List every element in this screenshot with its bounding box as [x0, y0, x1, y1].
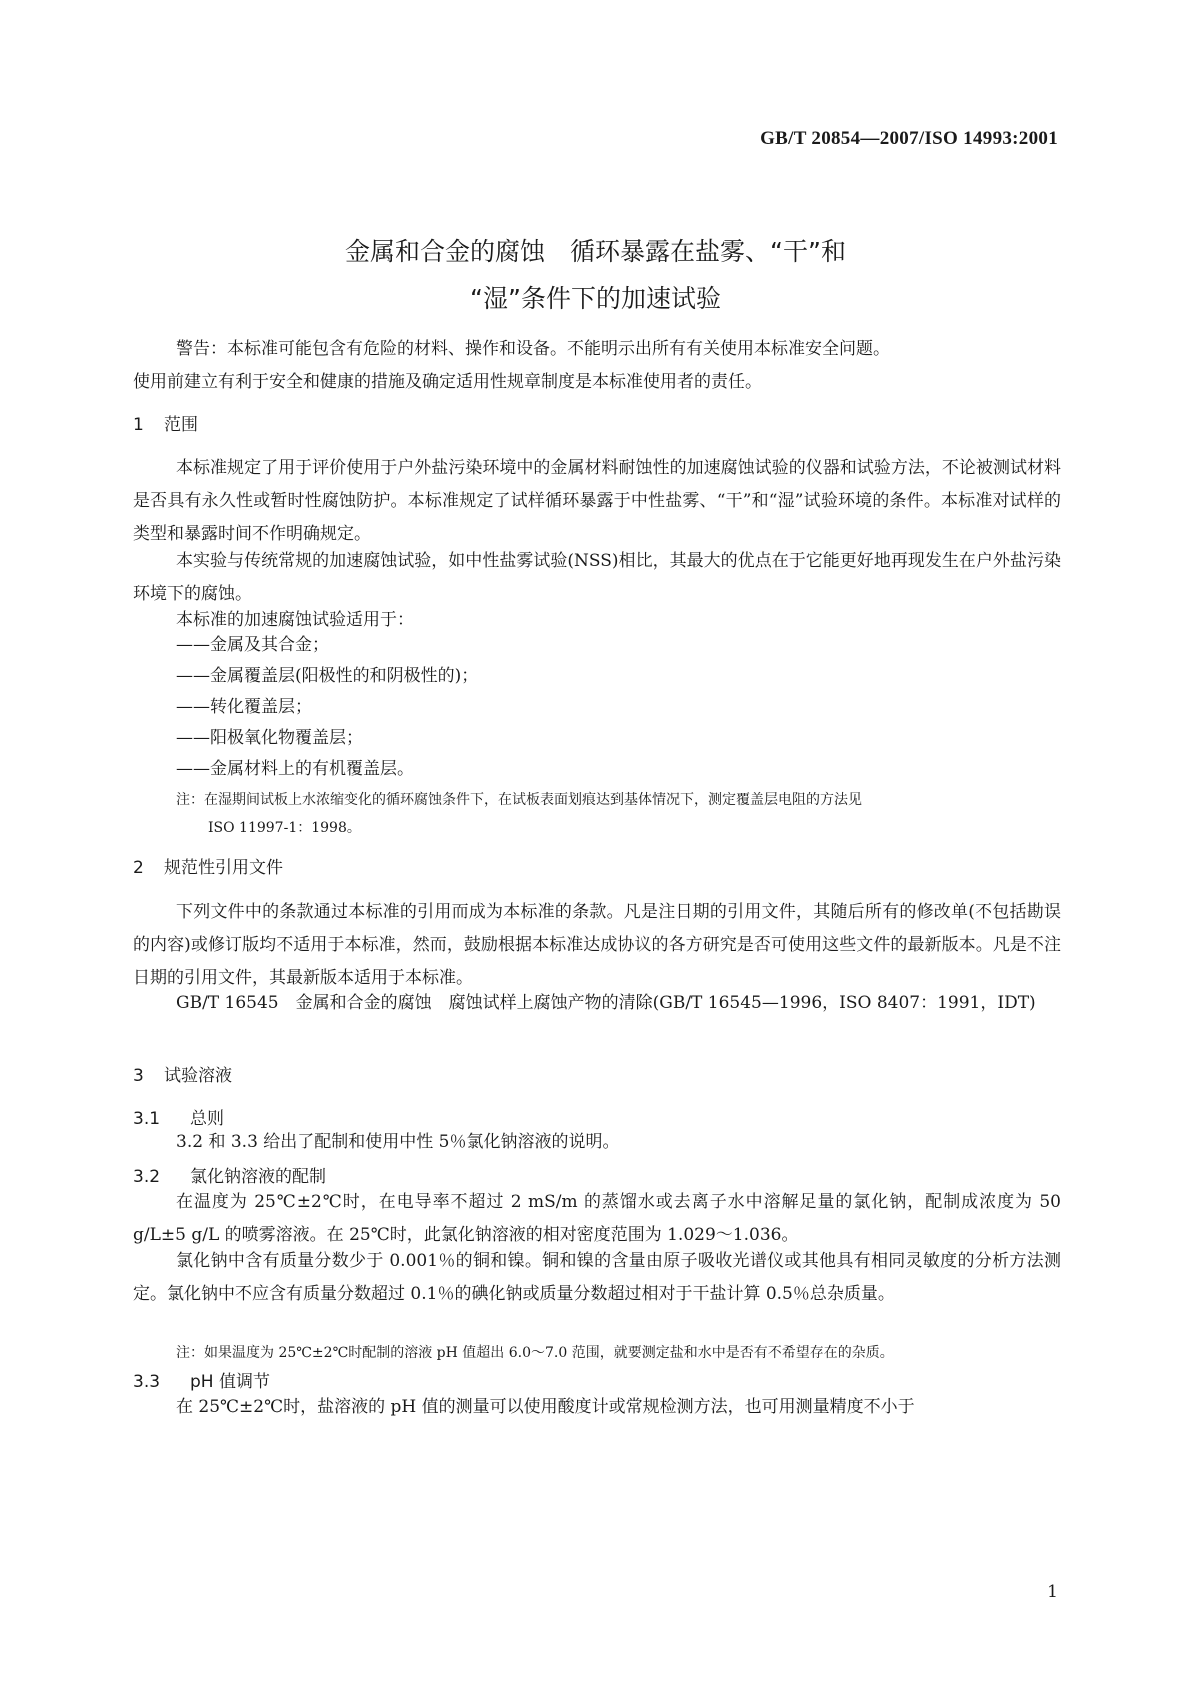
section-number: 2	[133, 858, 144, 878]
section-title: 范围	[164, 415, 198, 435]
section-1-paragraph-3: 本标准的加速腐蚀试验适用于：	[176, 610, 414, 630]
title-line-2: “湿”条件下的加速试验	[470, 284, 721, 313]
section-2-paragraph-2: GB/T 16545 金属和合金的腐蚀 腐蚀试样上腐蚀产物的清除(GB/T 16545—1996，ISO 8407：1991，IDT)	[176, 993, 1036, 1013]
section-title: 规范性引用文件	[164, 858, 283, 878]
section-1-paragraph-1: 本标准规定了用于评价使用于户外盐污染环境中的金属材料耐蚀性的加速腐蚀试验的仪器和试验方法，不论被测试材料是否具有永久性或暂时性腐蚀防护。本标准规定了试样循环暴露于中性盐雾、“干”和“湿”试验环境的条件。本标准对试样的类型和暴露时间不作明确规定。	[133, 458, 1061, 544]
section-3-3-heading	[133, 1367, 270, 1392]
section-title: pH 值调节	[190, 1372, 270, 1392]
section-3-2-note: 注：如果温度为 25℃±2℃时配制的溶液 pH 值超出 6.0～7.0 范围，就要测定盐和水中是否有不希望存在的杂质。	[176, 1345, 894, 1361]
section-3-3-paragraph: 在 25℃±2℃时，盐溶液的 pH 值的测量可以使用酸度计或常规检测方法，也可用测量精度不小于	[176, 1397, 915, 1417]
section-2-paragraph-1: 下列文件中的条款通过本标准的引用而成为本标准的条款。凡是注日期的引用文件，其随后所有的修改单(不包括勘误的内容)或修订版均不适用于本标准，然而，鼓励根据本标准达成协议的各方研究是否可使用这些文件的最新版本。凡是不注日期的引用文件，其最新版本适用于本标准。	[133, 902, 1061, 988]
list-item: ——阳极氧化物覆盖层；	[176, 728, 363, 748]
section-3-2-paragraph-1: 在温度为 25℃±2℃时，在电导率不超过 2 mS/m 的蒸馏水或去离子水中溶解足量的氯化钠，配制成浓度为 50 g/L±5 g/L 的喷雾溶液。在 25℃时，此氯化钠溶液的相对密度范围为 1.029～1.036。	[133, 1192, 1061, 1245]
section-number: 3.2	[133, 1167, 161, 1187]
note-line-1: 注：在湿期间试板上水浓缩变化的循环腐蚀条件下，在试板表面划痕达到基体情况下，测定覆盖层电阻的方法见	[176, 792, 862, 808]
section-3-2-heading	[133, 1162, 326, 1187]
list-item: ——金属及其合金；	[176, 635, 329, 655]
document-title	[0, 228, 1191, 322]
section-1-heading	[133, 410, 198, 435]
section-number: 3.1	[133, 1109, 161, 1129]
section-title: 氯化钠溶液的配制	[190, 1167, 326, 1187]
warning-line-2: 使用前建立有利于安全和健康的措施及确定适用性规章制度是本标准使用者的责任。	[133, 372, 762, 392]
section-number: 1	[133, 415, 144, 435]
warning-block	[133, 333, 1061, 399]
section-2-heading	[133, 853, 283, 878]
section-3-heading	[133, 1061, 232, 1086]
list-item: ——转化覆盖层；	[176, 697, 312, 717]
section-3-1-paragraph: 3.2 和 3.3 给出了配制和使用中性 5％氯化钠溶液的说明。	[176, 1132, 620, 1152]
page-number: 1	[1047, 1582, 1058, 1602]
section-title: 试验溶液	[164, 1066, 232, 1086]
warning-line-1: 警告：本标准可能包含有危险的材料、操作和设备。不能明示出所有有关使用本标准安全问题。	[176, 339, 890, 359]
section-number: 3	[133, 1066, 144, 1086]
section-3-2-paragraph-2: 氯化钠中含有质量分数少于 0.001％的铜和镍。铜和镍的含量由原子吸收光谱仪或其他具有相同灵敏度的分析方法测定。氯化钠中不应含有质量分数超过 0.1％的碘化钠或质量分数超过相对于干盐计算 0.5％总杂质量。	[133, 1251, 1061, 1304]
list-item: ——金属覆盖层(阳极性的和阴极性的)；	[176, 666, 479, 686]
note-line-2: ISO 11997-1：1998。	[208, 820, 361, 836]
section-title: 总则	[190, 1109, 224, 1129]
standard-code: GB/T 20854—2007/ISO 14993:2001	[760, 128, 1058, 149]
section-1-paragraph-2: 本实验与传统常规的加速腐蚀试验，如中性盐雾试验(NSS)相比，其最大的优点在于它能更好地再现发生在户外盐污染环境下的腐蚀。	[133, 551, 1061, 604]
section-number: 3.3	[133, 1372, 161, 1392]
section-1-note	[176, 786, 1061, 842]
list-item: ——金属材料上的有机覆盖层。	[176, 759, 414, 779]
title-line-1: 金属和合金的腐蚀 循环暴露在盐雾、“干”和	[345, 237, 846, 266]
